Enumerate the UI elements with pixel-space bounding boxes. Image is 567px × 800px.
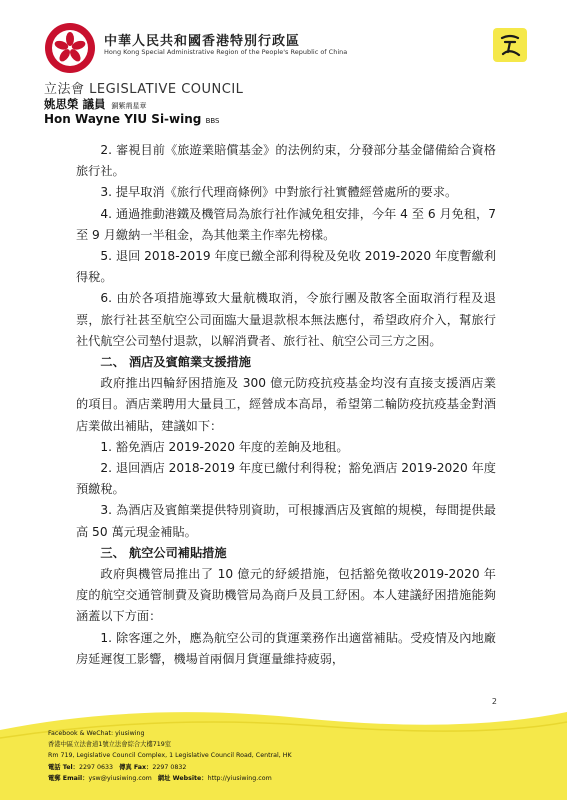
body-paragraph: 2. 審視目前《旅遊業賠償基金》的法例約束，分發部分基金儲備給合資格旅行社。 <box>76 143 496 179</box>
body-paragraph: 3. 提早取消《旅行代理商條例》中對旅行社實體經營處所的要求。 <box>100 185 458 200</box>
tel-label: 電話 Tel： <box>48 763 79 771</box>
body-paragraph: 1. 除客運之外，應為航空公司的貨運業務作出適當補貼。受疫情及內地廠房延遲復工影響，機場首兩個月貨運量維持疲弱， <box>76 630 496 666</box>
letter-body <box>76 140 496 670</box>
member-name-zh <box>44 96 147 112</box>
footer-web-line <box>48 773 292 784</box>
body-paragraph: 6. 由於各項措施導致大量航機取消，令旅行團及散客全面取消行程及退票，旅行社甚至航空公司面臨大量退款根本無法應付，希望政府介入，幫旅行社代航空公司墊付退款，以解消費者、旅行社、航空公司三方之困。 <box>76 291 496 348</box>
body-paragraph: 1. 豁免酒店 2019-2020 年度的差餉及地租。 <box>100 439 349 454</box>
footer-phone-line <box>48 762 292 773</box>
tel-value: 2297 0633 <box>78 763 114 771</box>
body-paragraph: 4. 通過推動港鐵及機管局為旅行社作減免租安排，今年 4 至 6 月免租，7 至 9 月繳納一半租金，為其他業主作率先榜樣。 <box>76 206 496 242</box>
website-link[interactable]: http://yiusiwing.com <box>207 774 272 782</box>
gov-name-en: Hong Kong Special Administrative Region of the People's Republic of China <box>104 48 348 56</box>
footer-social: Facebook & WeChat: yiusiwing <box>48 730 145 737</box>
legco-logo-icon <box>493 28 527 62</box>
hksar-emblem-icon <box>44 22 96 74</box>
section-heading: 二、 酒店及賓館業支援措施 <box>100 355 251 370</box>
email-link[interactable]: ysw@yiusiwing.com <box>88 774 152 782</box>
body-paragraph: 政府推出四輪紓困措施及 300 億元防疫抗疫基金均沒有直接支援酒店業的項目。酒店業聘用大量員工，經營成本高昂，希望第二輪防疫抗疫基金對酒店業做出補貼，建議如下： <box>76 376 496 433</box>
footer-address-zh: 香港中區立法會道1號立法會綜合大樓719室 <box>48 741 172 749</box>
email-label: 電郵 Email： <box>48 774 89 782</box>
gov-name-zh: 中華人民共和國香港特別行政區 <box>104 34 301 49</box>
member-honour-zh: 銅紫荊星章 <box>111 102 147 110</box>
footer-contact <box>48 728 292 784</box>
body-paragraph: 政府與機管局推出了 10 億元的紓緩措施，包括豁免徵收2019-2020 年度的航空交通管制費及資助機管局為商戶及員工紓困。本人建議紓困措施能夠涵蓋以下方面： <box>76 567 496 624</box>
page-number: 2 <box>491 697 497 706</box>
member-name-en-text: Hon Wayne YIU Si-wing <box>44 112 202 126</box>
member-name-zh-text: 姚思榮 議員 <box>44 97 106 111</box>
footer-address-en: Rm 719, Legislative Council Complex, 1 Legislative Council Road, Central, HK <box>48 752 292 760</box>
body-paragraph: 5. 退回 2018-2019 年度已繳全部利得稅及免收 2019-2020 年度暫繳利得稅。 <box>76 249 496 285</box>
council-title: 立法會 LEGISLATIVE COUNCIL <box>44 82 244 97</box>
body-paragraph: 3. 為酒店及賓館業提供特別資助，可根據酒店及賓館的規模，每間提供最高 50 萬元現金補貼。 <box>76 503 496 539</box>
section-heading: 三、 航空公司補貼措施 <box>100 545 227 560</box>
body-paragraph: 2. 退回酒店 2018-2019 年度已繳付利得稅；豁免酒店 2019-2020 年度預繳稅。 <box>76 461 496 497</box>
member-name-en <box>44 112 220 126</box>
web-label: 網址 Website： <box>157 774 208 782</box>
member-honour-en: BBS <box>205 117 220 125</box>
fax-label: 傳真 Fax： <box>119 763 153 771</box>
letterhead <box>0 0 567 135</box>
fax-value: 2297 0832 <box>152 763 187 771</box>
